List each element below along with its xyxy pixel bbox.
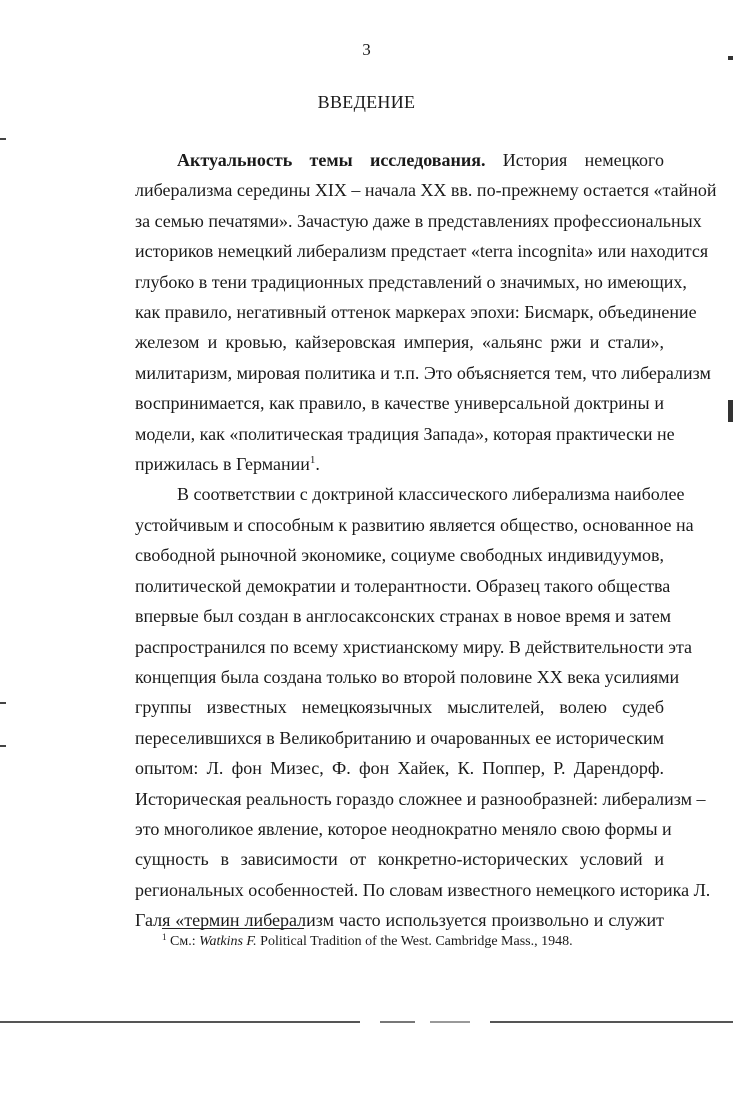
text-line: Историческая реальность гораздо сложнее и разнообразней: либерализм –: [135, 788, 706, 809]
text-line: впервые был создан в англосаксонских странах в новое время и затем: [135, 606, 672, 627]
footnote-divider: [162, 928, 304, 929]
paragraph-liberalism-doctrine: [135, 479, 711, 935]
footnote-prefix: См.:: [170, 934, 200, 949]
text-line: модели, как «политическая традиция Запада», которая практически не: [135, 423, 675, 444]
scan-mark: [0, 138, 6, 140]
text-line: воспринимается, как правило, в качестве универсальной доктрины и: [135, 393, 664, 414]
text-line: устойчивым и способным к развитию является общество, основанное на: [135, 514, 694, 535]
text-line: концепция была создана только во второй половине XX века усилиями: [135, 666, 680, 687]
footnote-marker: 1: [162, 932, 167, 942]
text-line: милитаризм, мировая политика и т.п. Это объясняется тем, что либерализм: [135, 362, 711, 383]
scan-mark: [0, 745, 6, 747]
line-text: История немецкого: [502, 150, 664, 170]
text-line: переселившихся в Великобританию и очарованных ее историческим: [135, 727, 664, 748]
sentence-end: .: [315, 454, 320, 475]
text-line: политической демократии и толерантности. Образец такого общества: [135, 575, 671, 596]
text-line: сущность в зависимости от конкретно-исторических условий и: [135, 849, 664, 870]
scan-bottom-edge: [0, 1021, 733, 1023]
scan-mark: [0, 702, 6, 704]
text-line: за семью печатями». Зачастую даже в представлениях профессиональных: [135, 210, 702, 231]
footnote-reference[interactable]: 1: [309, 454, 316, 467]
text-line: региональных особенностей. По словам известного немецкого историка Л.: [135, 879, 711, 900]
text-line: историков немецкий либерализм предстает «terra incognita» или находится: [135, 241, 709, 262]
text-line: либерализма середины XIX – начала XX вв. по-прежнему остается «тайной: [135, 180, 717, 201]
text-line: Галя «термин либерализм часто используется произвольно и служит: [135, 910, 664, 931]
text-line: группы известных немецкоязычных мыслителей, волею судеб: [135, 697, 664, 718]
scan-mark: [728, 400, 733, 422]
text-line: глубоко в тени традиционных представлений о значимых, но имеющих,: [135, 271, 687, 292]
body-text: [135, 145, 717, 936]
chapter-heading: ВВЕДЕНИЕ: [317, 92, 416, 112]
text-line: свободной рыночной экономике, социуме свободных индивидуумов,: [135, 545, 664, 566]
lead-phrase: Актуальность темы исследования.: [177, 150, 486, 170]
text-line: В соответствии с доктриной классического либерализма наиболее: [177, 484, 685, 505]
text-line: железом и кровью, кайзеровская империя, «альянс ржи и стали»,: [135, 332, 664, 353]
text-line: [135, 449, 664, 479]
text-line: [135, 145, 664, 175]
text-line: распространился по всему христианскому миру. В действительности эта: [135, 636, 693, 657]
scan-mark: [728, 56, 733, 60]
page-number: 3: [362, 40, 371, 59]
footnote-text: Political Tradition of the West. Cambridge Mass., 1948.: [256, 934, 573, 949]
text-line: опытом: Л. фон Мизес, Ф. фон Хайек, К. Поппер, Р. Дарендорф.: [135, 758, 664, 779]
paragraph-relevance: [135, 145, 717, 479]
text-line: как правило, негативный оттенок маркерах эпохи: Бисмарк, объединение: [135, 302, 697, 323]
footnote-author: Watkins F.: [199, 934, 257, 949]
line-text: прижилась в Германии: [135, 454, 310, 475]
text-line: это многоликое явление, которое неоднократно меняло свою формы и: [135, 818, 672, 839]
footnote: [162, 934, 573, 950]
